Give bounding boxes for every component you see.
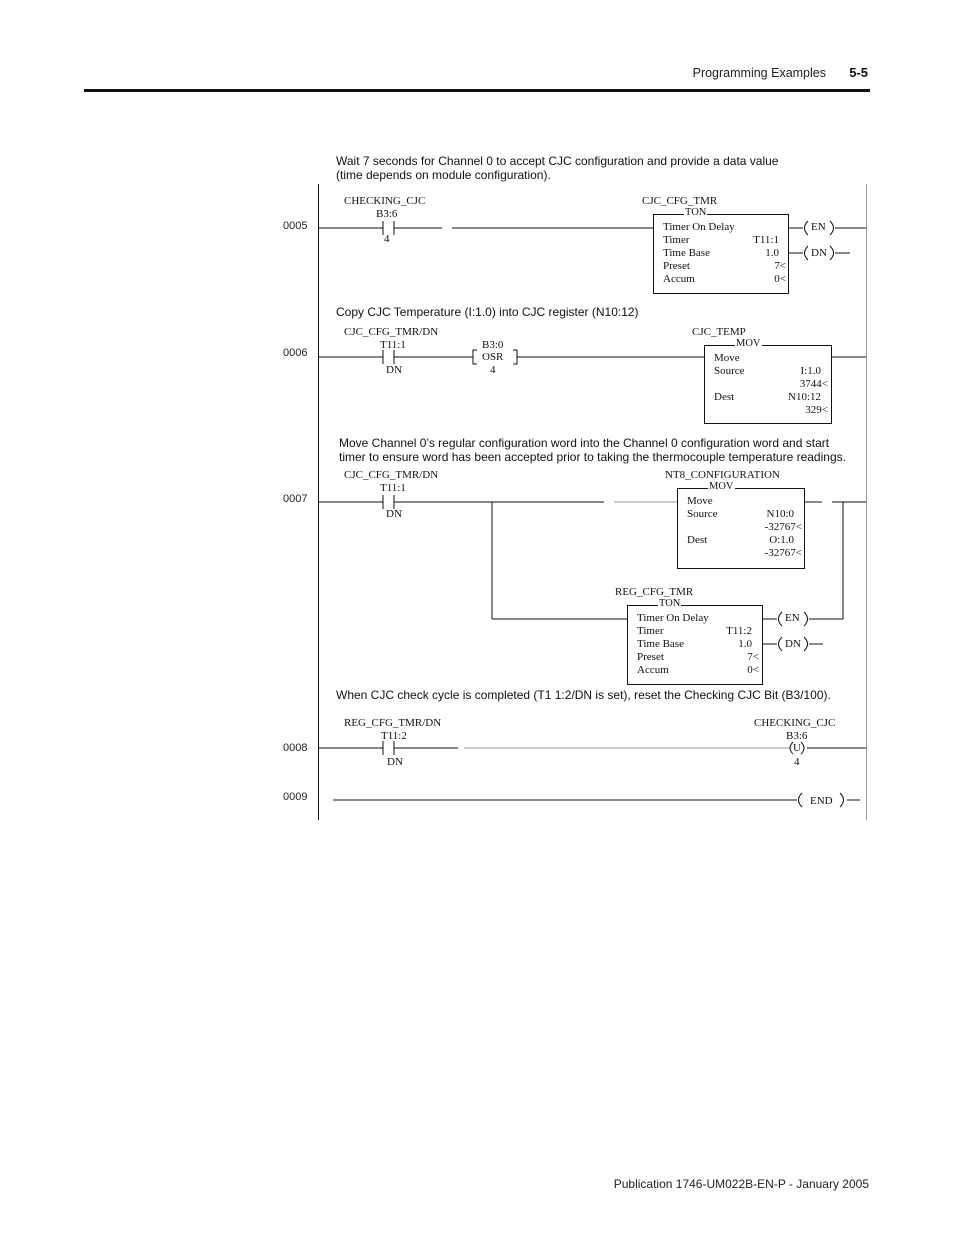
rung-number: 0005 [283, 220, 308, 232]
osr-bit: 4 [490, 364, 496, 376]
rung-0008-comment: When CJC check cycle is completed (T1 1:2/DN is set), reset the Checking CJC Bit (B3/100). [336, 688, 831, 702]
coil-symbol: CHECKING_CJC [754, 717, 836, 729]
output-dn: DN [785, 638, 801, 650]
block-type: MOV [709, 481, 734, 492]
page-number: 5-5 [849, 65, 868, 80]
param-value: 3744< [799, 378, 828, 390]
output-en: EN [811, 221, 826, 233]
rung-number: 0006 [283, 347, 308, 359]
param-label: Preset [663, 260, 690, 272]
output-dn: DN [811, 247, 827, 259]
rung-number: 0007 [283, 493, 308, 505]
param-label: Accum [663, 273, 695, 285]
block-name: Move [687, 495, 713, 507]
param-value: 1.0 [765, 247, 779, 259]
block-name: Timer On Delay [663, 221, 735, 233]
param-label: Dest [714, 391, 735, 403]
end-instruction: END [810, 795, 833, 807]
rung-number: 0008 [283, 742, 308, 754]
param-label: Accum [637, 664, 669, 676]
contact-symbol: CJC_CFG_TMR/DN [344, 326, 439, 338]
param-value: -32767< [764, 547, 802, 559]
ton-block-cjc-cfg-tmr [653, 207, 789, 294]
contact-bit: DN [386, 364, 402, 376]
block-type: TON [685, 207, 707, 218]
param-value: N10:0 [766, 508, 794, 520]
block-symbol: NT8_CONFIGURATION [665, 469, 780, 481]
contact-bit: DN [387, 756, 403, 768]
rung-0007-comment: Move Channel 0’s regular configuration word into the Channel 0 configuration word and start timer to ensure word has been accepted prior to taking the thermocouple temperature readings. [339, 436, 846, 464]
coil-bit: 4 [794, 756, 800, 768]
param-label: Time Base [663, 247, 710, 259]
contact-symbol: CJC_CFG_TMR/DN [344, 469, 439, 481]
rung-0008-wires [318, 741, 866, 755]
param-label: Source [714, 365, 745, 377]
running-header-title: Programming Examples [692, 66, 826, 80]
output-en: EN [785, 612, 800, 624]
param-label: Time Base [637, 638, 684, 650]
block-symbol: REG_CFG_TMR [615, 586, 694, 598]
param-value: 0< [747, 664, 759, 676]
param-value: O:1.0 [769, 534, 794, 546]
param-value: 329< [805, 404, 828, 416]
block-name: Timer On Delay [637, 612, 709, 624]
ton-block-reg-cfg-tmr [627, 598, 763, 685]
contact-symbol: REG_CFG_TMR/DN [344, 717, 442, 729]
unlatch-coil-type: U [793, 742, 801, 754]
contact-bit: 4 [384, 233, 390, 245]
param-value: 7< [747, 651, 759, 663]
coil-address: B3:6 [786, 730, 808, 742]
param-value: 1.0 [738, 638, 752, 650]
contact-address: T11:1 [380, 339, 406, 351]
publication-footer: Publication 1746-UM022B-EN-P - January 2005 [613, 1177, 869, 1191]
contact-bit: DN [386, 508, 402, 520]
mov-block-nt8-configuration [677, 481, 805, 569]
contact-address: B3:6 [376, 208, 398, 220]
param-label: Preset [637, 651, 664, 663]
param-label: Timer [637, 625, 664, 637]
osr-label: OSR [482, 351, 504, 363]
param-value: N10:12 [788, 391, 821, 403]
block-type: MOV [736, 338, 761, 349]
param-value: 7< [774, 260, 786, 272]
param-value: T11:2 [726, 625, 752, 637]
rung-0006-comment: Copy CJC Temperature (I:1.0) into CJC register (N10:12) [336, 305, 639, 319]
osr-address: B3:0 [482, 339, 504, 351]
block-type: TON [659, 598, 681, 609]
contact-address: T11:2 [381, 730, 407, 742]
param-value: T11:1 [753, 234, 779, 246]
param-value: 0< [774, 273, 786, 285]
param-label: Timer [663, 234, 690, 246]
rung-number: 0009 [283, 791, 308, 803]
rung-0005-comment: Wait 7 seconds for Channel 0 to accept CJC configuration and provide a data value (time depends on module configuration). [336, 154, 779, 182]
param-label: Dest [687, 534, 708, 546]
contact-symbol: CHECKING_CJC [344, 195, 426, 207]
param-label: Source [687, 508, 718, 520]
param-value: I:1.0 [800, 365, 821, 377]
block-name: Move [714, 352, 740, 364]
rung-0009-wires [333, 793, 860, 807]
block-symbol: CJC_CFG_TMR [642, 195, 718, 207]
block-symbol: CJC_TEMP [692, 326, 746, 338]
mov-block-cjc-temp [704, 338, 832, 424]
param-value: -32767< [764, 521, 802, 533]
contact-address: T11:1 [380, 482, 406, 494]
